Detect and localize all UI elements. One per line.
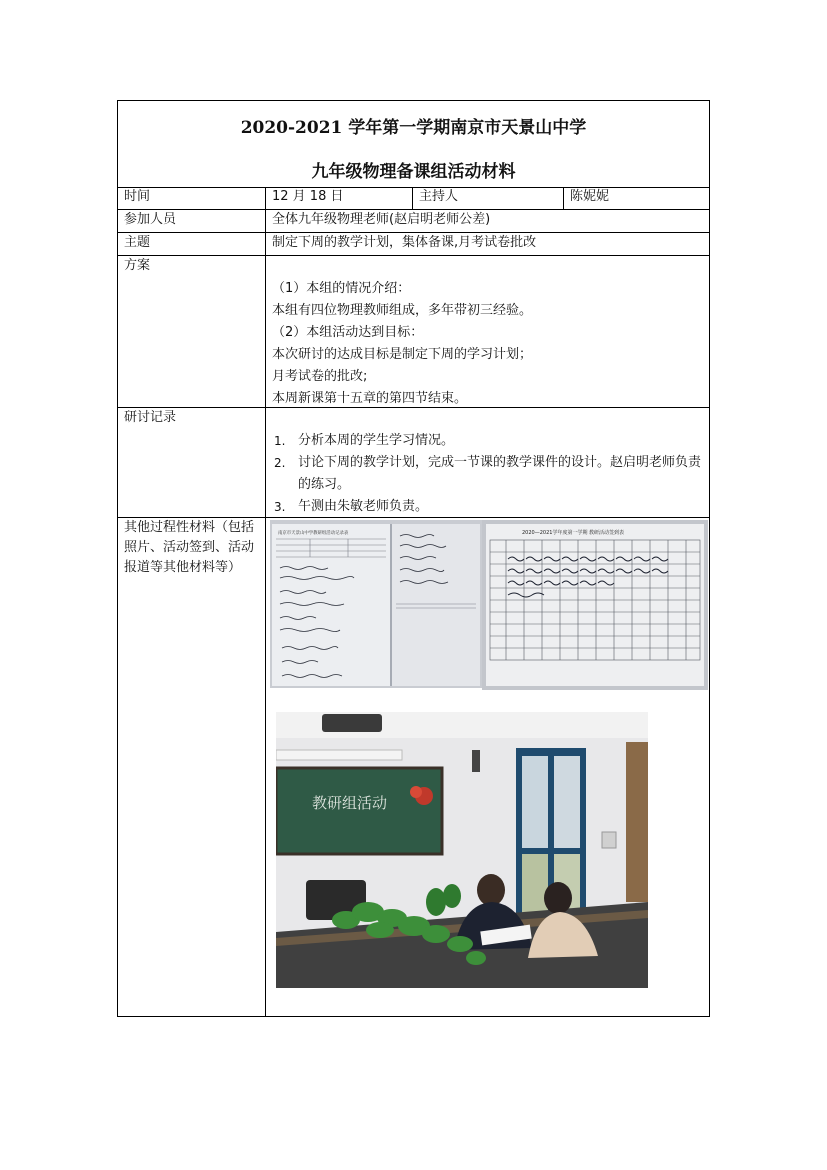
record-item [274, 452, 704, 496]
record-form-heading: 南京市天景山中学教研组活动记录表 [278, 531, 349, 536]
record-label: 研讨记录 [118, 408, 266, 517]
projector [322, 714, 382, 732]
other-label-cell [118, 518, 266, 1016]
photo-signin-sheet [482, 520, 708, 690]
plan-label: 方案 [118, 256, 266, 407]
blackboard-text: 教研组活动 [312, 794, 388, 812]
record-item [274, 496, 704, 518]
record-content [266, 408, 709, 517]
meeting-image [276, 712, 648, 988]
signin-sheet-image [482, 520, 708, 690]
record-item-number: 1. [274, 434, 286, 448]
row-time [118, 187, 709, 210]
plan-line: 本周新课第十五章的第四节结束。 [272, 391, 468, 406]
other-materials-label: 其他过程性材料（包括照片、活动签到、活动报道等其他材料等） [124, 520, 255, 575]
plan-line: （2）本组活动达到目标： [272, 325, 424, 340]
teacher-female [544, 882, 572, 914]
row-plan [118, 256, 709, 408]
time-value: 12 月 18 日 [266, 187, 413, 209]
record-item-number: 2. [274, 456, 286, 470]
host-label: 主持人 [413, 187, 564, 209]
topic-label: 主题 [118, 233, 266, 255]
row-topic [118, 233, 709, 256]
host-value: 陈妮妮 [570, 189, 610, 204]
photo-meeting [276, 712, 648, 988]
plan-line: 月考试卷的批改; [272, 369, 368, 384]
record-item-text: 午测由朱敏老师负责。 [298, 499, 429, 514]
plan-line: 本组有四位物理教师组成，多年带初三经验。 [272, 303, 533, 318]
participants-value: 全体九年级物理老师(赵启明老师公差) [272, 212, 491, 227]
participants-label: 参加人员 [118, 210, 266, 232]
activity-record-sheet [117, 100, 710, 1017]
time-label: 时间 [118, 187, 266, 209]
record-item-text: 分析本周的学生学习情况。 [298, 433, 455, 448]
plan-line: 本次研讨的达成目标是制定下周的学习计划； [272, 347, 533, 362]
document-subtitle: 九年级物理备课组活动材料 [311, 162, 516, 182]
signin-sheet-heading: 2020—2021学年度第一学期 教研活动签到表 [522, 530, 625, 536]
row-participants [118, 210, 709, 233]
document-title: 2020-2021 学年第一学期南京市天景山中学 [240, 118, 587, 138]
row-record [118, 408, 709, 518]
topic-value: 制定下周的教学计划，集体备课,月考试卷批改 [272, 235, 537, 250]
record-form-image [270, 520, 482, 688]
plan-line: （1）本组的情况介绍： [272, 281, 411, 296]
record-list [274, 430, 704, 518]
record-item-text: 讨论下周的教学计划，完成一节课的教学课件的设计。赵启明老师负责的练习。 [298, 455, 702, 492]
plan-lines [272, 278, 532, 410]
teacher-male [477, 874, 505, 906]
photo-record-form [270, 520, 482, 688]
record-item-number: 3. [274, 500, 286, 514]
plan-content [266, 256, 709, 407]
record-item [274, 430, 704, 452]
title-block [118, 101, 709, 188]
